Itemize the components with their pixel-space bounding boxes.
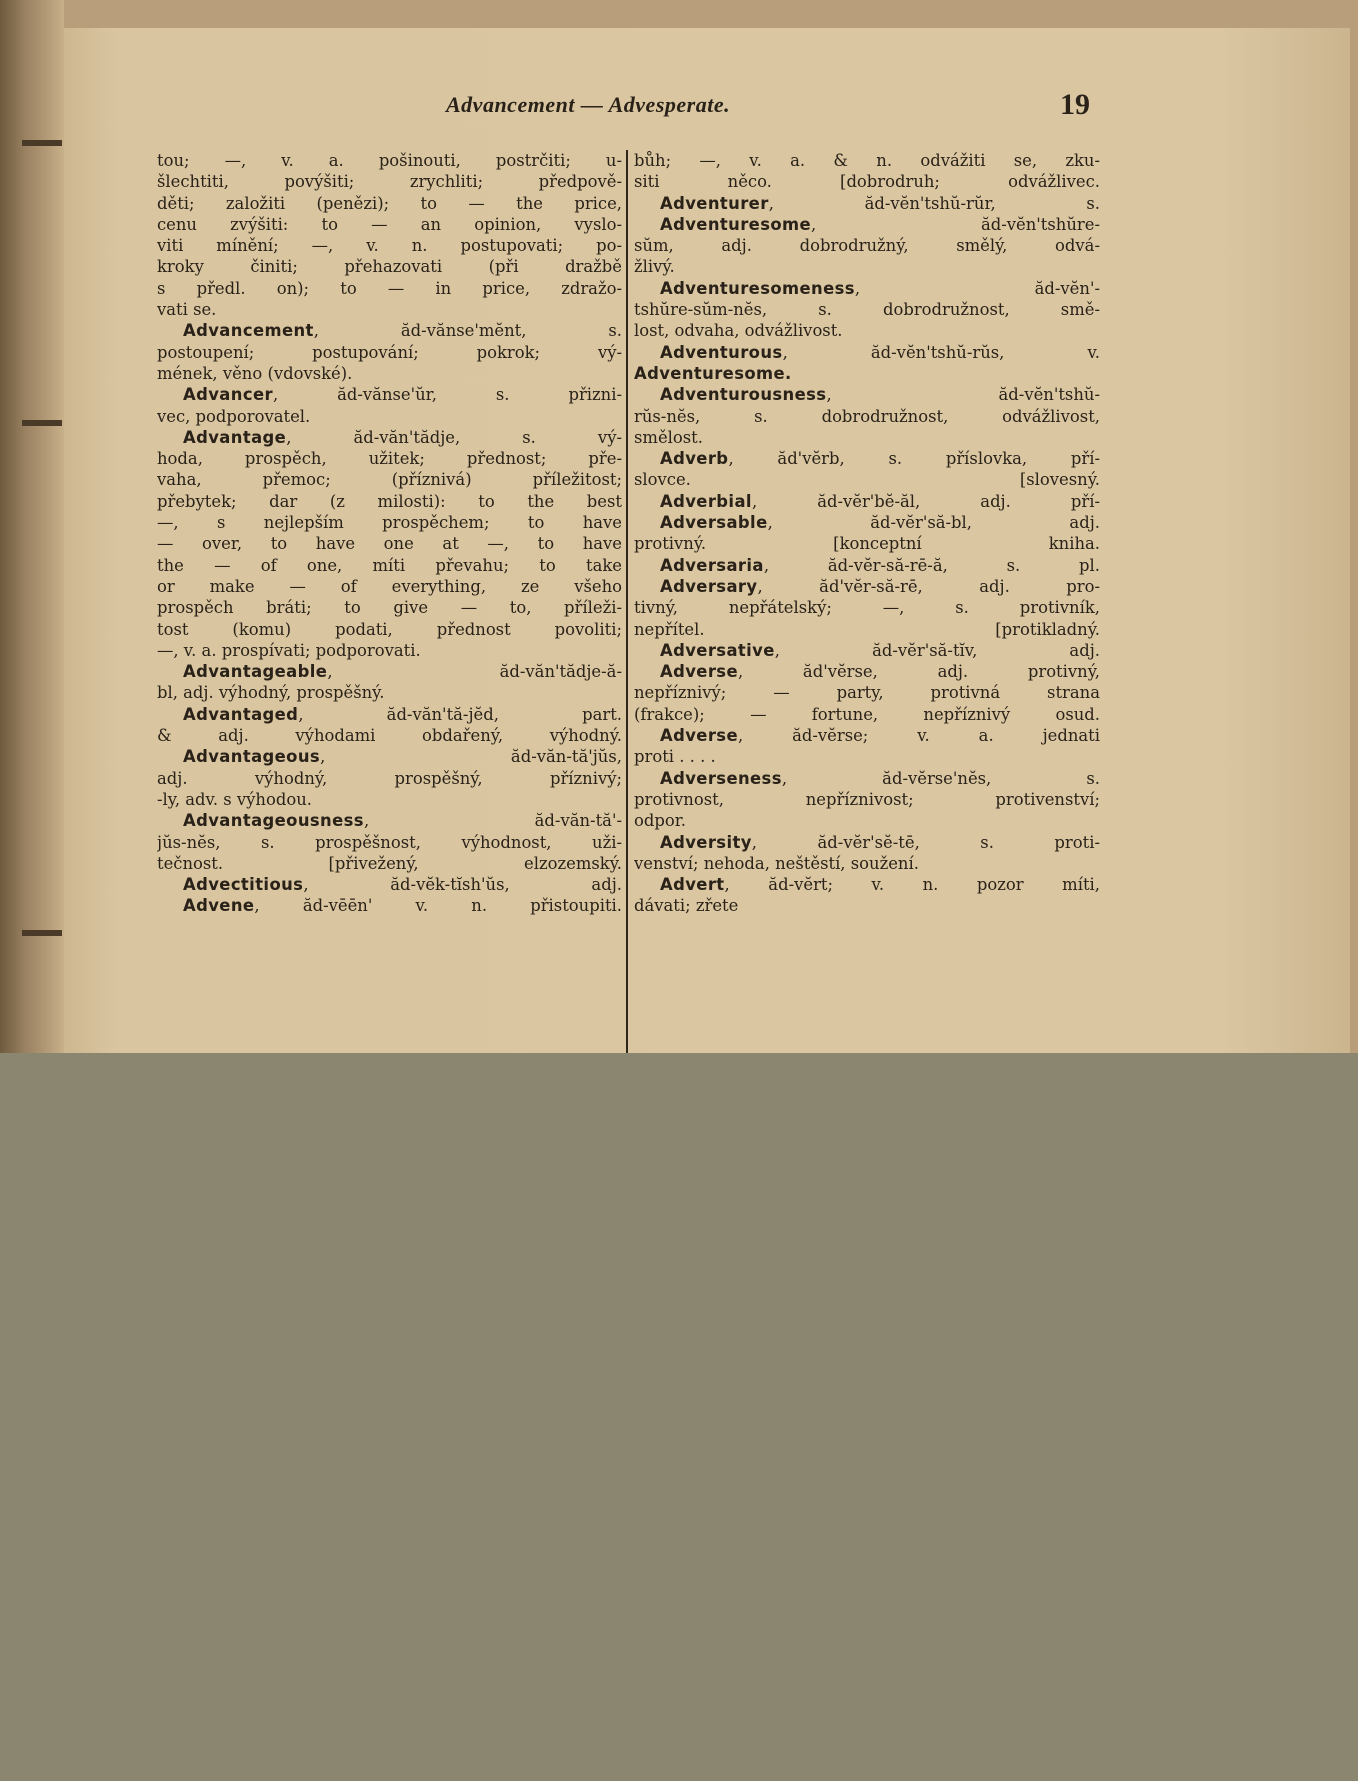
entry-headword-line <box>157 746 622 767</box>
text-line: tivný, nepřátelský; —, s. protivník, <box>634 598 1100 618</box>
text-line: bl, adj. výhodný, prospěšný. <box>157 683 385 703</box>
text-line: —, s nejlepším prospěchem; to have <box>157 513 622 533</box>
headword: Adventuresome <box>660 214 812 234</box>
entry-text: , ăd-vĕn'tshŭ-rŭs, v. <box>782 342 1100 362</box>
entry-headword-line <box>634 214 1100 235</box>
text-line: šlechtiti, povýšiti; zrychliti; předpově- <box>157 172 622 192</box>
entry-headword-line <box>634 512 1100 533</box>
text-line: přebytek; dar (z milosti): to the best <box>157 491 622 511</box>
headword: Adventuresome. <box>634 363 792 383</box>
text-line: tost (komu) podati, přednost povoliti; <box>157 619 622 639</box>
text-line: —, v. a. prospívati; podporovati. <box>157 640 421 660</box>
text-line: bůh; —, v. a. & n. odvážiti se, zku- <box>634 151 1100 170</box>
entry-headword-line <box>157 661 622 682</box>
headword: Adverse <box>660 726 738 746</box>
text-line: tshŭre-sŭm-nĕs, s. dobrodružnost, smě- <box>634 300 1100 320</box>
text-line: adj. výhodný, prospěšný, příznivý; <box>157 768 622 788</box>
headword: Adversary <box>660 576 758 596</box>
entry-text: , ăd-vĕrse; v. a. jednati <box>737 726 1100 746</box>
entry-headword-line <box>157 895 622 916</box>
entry-headword-line <box>634 363 1100 384</box>
headword: Advantageable <box>183 662 328 682</box>
entry-headword-line <box>157 320 622 341</box>
headword: Adventurous <box>660 342 783 362</box>
entry-text: , ăd-vĕn'- <box>854 278 1100 298</box>
entry-text: , ăd-vĕr'să-bl, adj. <box>767 513 1100 533</box>
text-line: proti . . . . <box>634 747 716 767</box>
entry-headword-line <box>634 874 1100 895</box>
column-divider <box>626 150 628 1053</box>
text-line: vaha, přemoc; (příznivá) příležitost; <box>157 470 622 490</box>
entry-headword-line <box>634 193 1100 214</box>
text-line: postoupení; postupování; pokrok; vý- <box>157 342 622 362</box>
headword: Advancer <box>183 385 273 405</box>
text-line: nepřítel. [protikladný. <box>634 619 1100 639</box>
text-line: slovce. [slovesný. <box>634 470 1100 490</box>
headword: Advantaged <box>183 704 299 724</box>
book-spine <box>0 0 64 1053</box>
text-line: vati se. <box>157 300 217 320</box>
text-line: siti něco. [dobrodruh; odvážlivec. <box>634 172 1100 192</box>
spine-tear-mark <box>22 140 62 146</box>
entry-headword-line <box>634 342 1100 363</box>
text-line: tou; —, v. a. pošinouti, postrčiti; u- <box>157 151 622 170</box>
entry-text: , ăd-văn-tă'- <box>363 811 622 831</box>
headword: Adversable <box>660 513 768 533</box>
entry-text: , ăd-vĕk-tĭsh'ŭs, adj. <box>303 875 622 895</box>
text-line: smělost. <box>634 427 703 447</box>
entry-headword-line <box>634 278 1100 299</box>
entry-text: , ăd-vĕrse'nĕs, s. <box>781 768 1100 788</box>
entry-headword-line <box>634 384 1100 405</box>
text-line: nepříznivý; — party, protivná strana <box>634 683 1100 703</box>
entry-text: , ăd-vĕn'tshŭ-rŭr, s. <box>768 193 1100 213</box>
text-line: — over, to have one at —, to have <box>157 534 622 554</box>
spine-tear-mark <box>22 420 62 426</box>
entry-headword-line <box>634 832 1100 853</box>
headword: Adverbial <box>660 491 752 511</box>
entry-headword-line <box>634 661 1100 682</box>
entry-text: , ăd'vĕr-să-rē, adj. pro- <box>757 576 1100 596</box>
text-line: žlivý. <box>634 257 675 277</box>
headword: Advene <box>183 896 255 916</box>
text-line: rŭs-nĕs, s. dobrodružnost, odvážlivost, <box>634 406 1100 426</box>
entry-headword-line <box>634 576 1100 597</box>
headword: Advancement <box>183 321 314 341</box>
text-line: cenu zvýšiti: to — an opinion, vyslo- <box>157 214 622 234</box>
text-line: the — of one, míti převahu; to take <box>157 555 622 575</box>
headword: Adverb <box>660 449 729 469</box>
spine-tear-mark <box>22 930 62 936</box>
running-header: Advancement — Advesperate. <box>446 92 731 117</box>
text-line: kroky činiti; přehazovati (při dražbě <box>157 257 622 277</box>
page-number: 19 <box>1060 88 1090 121</box>
entry-headword-line <box>634 555 1100 576</box>
headword: Advert <box>660 875 725 895</box>
entry-text: , ăd-văn'tădje, s. vý- <box>286 427 622 447</box>
text-line: tečnost. [přivežený, elzozemský. <box>157 853 622 873</box>
entry-headword-line <box>157 427 622 448</box>
left-column <box>157 150 622 917</box>
entry-text: , ăd-vĕr'sĕ-tē, s. proti- <box>751 832 1100 852</box>
headword: Adversative <box>660 640 775 660</box>
blank-area-below-scan <box>0 1053 1358 1781</box>
text-line: & adj. výhodami obdařený, výhodný. <box>157 726 622 746</box>
entry-text: , ăd-vĕn'tshŭre- <box>811 214 1100 234</box>
headword: Adversaria <box>660 555 764 575</box>
text-line: dávati; zřete <box>634 896 739 916</box>
entry-text: , ăd-vĕr-să-rē-ă, s. pl. <box>763 555 1100 575</box>
text-line: děti; založiti (penězi); to — the price, <box>157 193 622 213</box>
entry-text: , ăd-vĕrt; v. n. pozor míti, <box>724 875 1100 895</box>
text-line: mének, věno (vdovské). <box>157 363 353 383</box>
headword: Advantage <box>183 427 287 447</box>
headword: Adventurer <box>660 193 769 213</box>
entry-headword-line <box>157 874 622 895</box>
text-line: (frakce); — fortune, nepříznivý osud. <box>634 704 1100 724</box>
headword: Adverseness <box>660 768 782 788</box>
text-line: hoda, prospěch, užitek; přednost; pře- <box>157 449 622 469</box>
text-line: lost, odvaha, odvážlivost. <box>634 321 843 341</box>
entry-headword-line <box>157 384 622 405</box>
entry-headword-line <box>634 725 1100 746</box>
text-line: venství; nehoda, neštěstí, soužení. <box>634 853 919 873</box>
text-line: odpor. <box>634 811 686 831</box>
entry-headword-line <box>157 704 622 725</box>
text-line: sŭm, adj. dobrodružný, smělý, odvá- <box>634 236 1100 256</box>
entry-text: , ăd'vĕrse, adj. protivný, <box>737 662 1100 682</box>
headword: Adverse <box>660 662 738 682</box>
entry-headword-line <box>634 768 1100 789</box>
headword: Advantageous <box>183 747 321 767</box>
text-line: s předl. on); to — in price, zdražo- <box>157 278 622 298</box>
headword: Adventurousness <box>660 385 827 405</box>
entry-headword-line <box>634 448 1100 469</box>
text-line: prospěch bráti; to give — to, příleži- <box>157 598 622 618</box>
headword: Adventuresomeness <box>660 278 855 298</box>
entry-text: , ăd-vĕr'bĕ-ăl, adj. pří- <box>751 491 1100 511</box>
entry-text: , ăd-vănse'ŭr, s. přizni- <box>272 385 622 405</box>
entry-text: , ăd-vĕn'tshŭ- <box>826 385 1100 405</box>
entry-text: , ăd-vĕr'să-tĭv, adj. <box>774 640 1100 660</box>
text-line: protivnost, nepříznivost; protivenství; <box>634 789 1100 809</box>
text-line: protivný. [konceptní kniha. <box>634 534 1100 554</box>
text-line: viti mínění; —, v. n. postupovati; po- <box>157 236 622 256</box>
headword: Adversity <box>660 832 752 852</box>
entry-text: , ăd'vĕrb, s. příslovka, pří- <box>728 449 1100 469</box>
entry-text: , ăd-văn-tă'jŭs, <box>320 747 622 767</box>
entry-text: , ăd-vănse'mĕnt, s. <box>313 321 622 341</box>
entry-text: , ăd-văn'tă-jĕd, part. <box>298 704 622 724</box>
text-line: -ly, adv. s výhodou. <box>157 789 312 809</box>
entry-text: , ăd-vēēn' v. n. přistoupiti. <box>254 896 622 916</box>
text-line: jŭs-nĕs, s. prospěšnost, výhodnost, uži- <box>157 832 622 852</box>
text-line: or make — of everything, ze všeho <box>157 576 622 596</box>
entry-text: , ăd-văn'tădje-ă- <box>327 662 622 682</box>
entry-headword-line <box>634 640 1100 661</box>
entry-headword-line <box>634 491 1100 512</box>
headword: Advectitious <box>183 875 304 895</box>
text-line: vec, podporovatel. <box>157 406 311 426</box>
headword: Advantageousness <box>183 811 364 831</box>
right-column <box>634 150 1100 917</box>
entry-headword-line <box>157 810 622 831</box>
